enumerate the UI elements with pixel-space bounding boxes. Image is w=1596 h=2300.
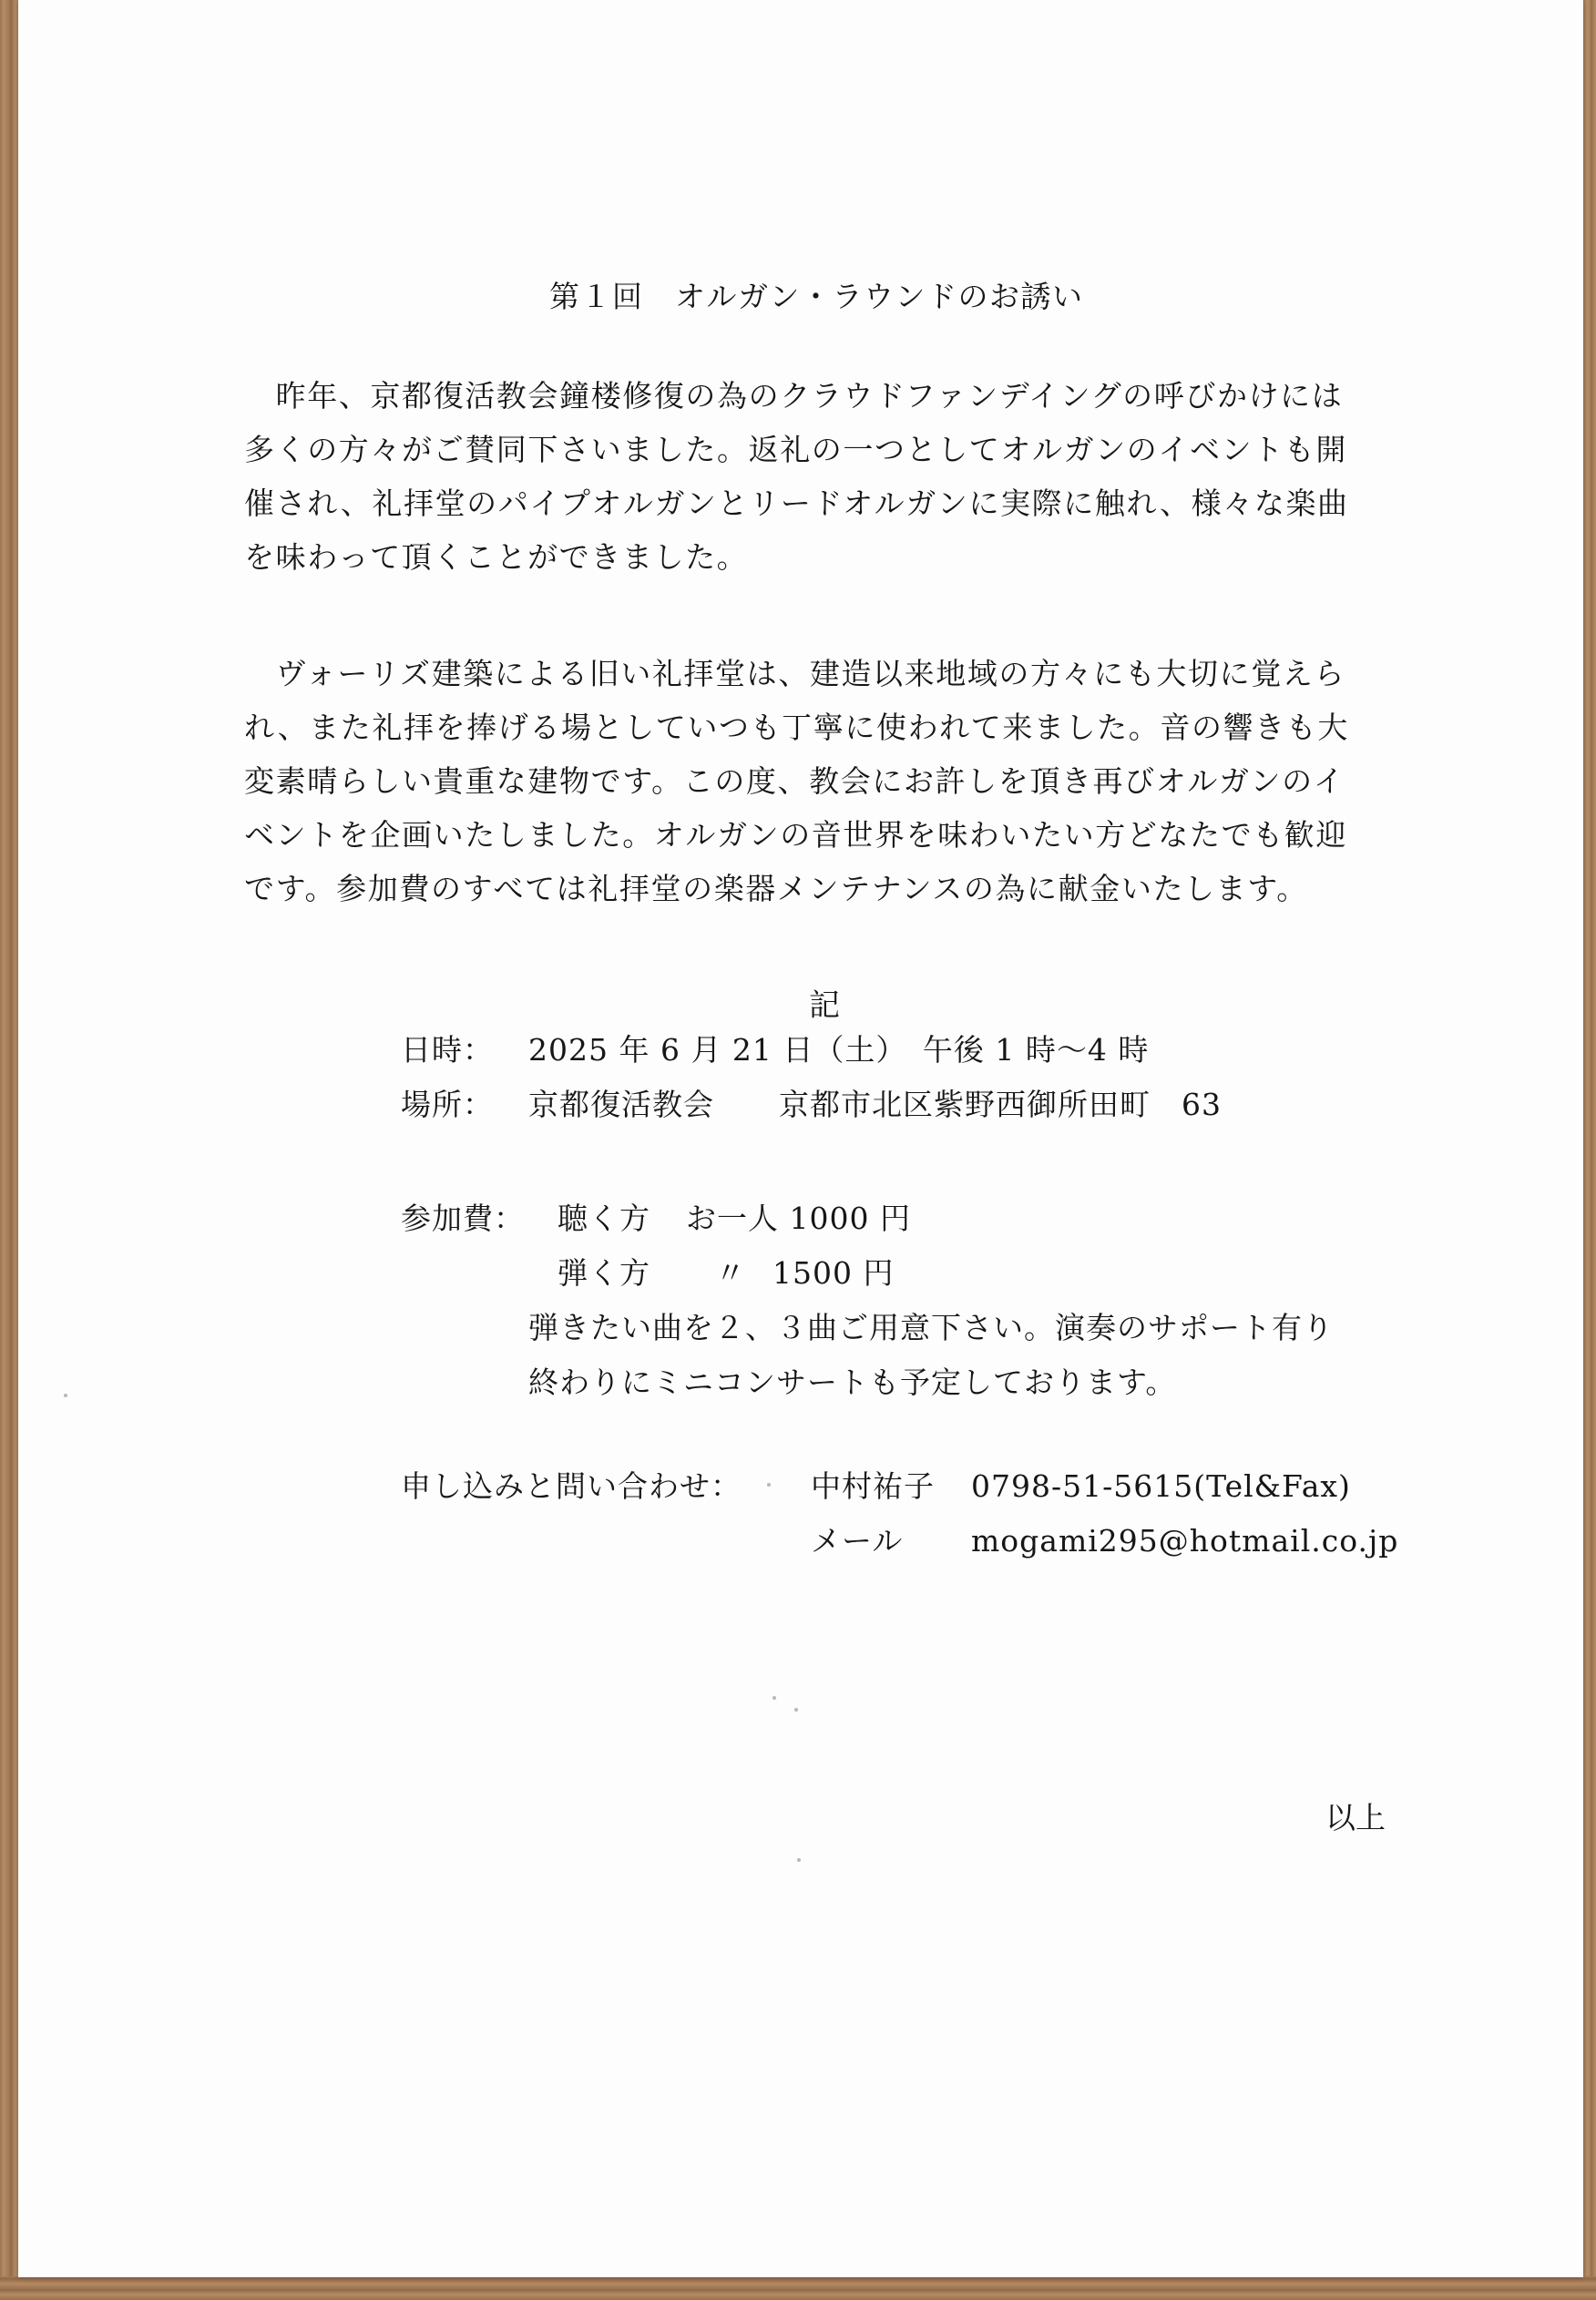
contact-label: 申し込みと問い合わせ： [401, 1468, 742, 1504]
contact-phone: 0798-51-5615(Tel&Fax) [971, 1468, 1351, 1504]
contact-mail: mogami295@hotmail.co.jp [971, 1523, 1399, 1559]
document-title: 第１回 オルガン・ラウンドのお誘い [549, 279, 1084, 314]
paragraph1-line: 多くの方々がご賛同下さいました。返礼の一つとしてオルガンのイベントも開 [244, 432, 1347, 467]
paper-speck [767, 1483, 771, 1487]
fee-play-label: 弾く方 [558, 1255, 650, 1291]
paragraph2-line: ヴォーリズ建築による旧い礼拝堂は、建造以来地域の方々にも大切に覚えら [244, 656, 1346, 691]
contact-name: 中村祐子 [811, 1468, 935, 1504]
paragraph2-line: れ、また礼拝を捧げる場としていつも丁寧に使われて来ました。音の響きも大 [244, 710, 1349, 745]
wood-background-right [1583, 0, 1596, 2300]
fee-listen-label: 聴く方 [558, 1201, 650, 1236]
paragraph2-line: ベントを企画いたしました。オルガンの音世界を味わいたい方どなたでも歓迎 [244, 817, 1347, 853]
paragraph2-line: です。参加費のすべては礼拝堂の楽器メンテナンスの為に献金いたします。 [244, 871, 1308, 906]
paragraph1-line: 昨年、京都復活教会鐘楼修復の為のクラウドファンデイングの呼びかけには [244, 378, 1344, 414]
fee-note-line: 弾きたい曲を２、３曲ご用意下さい。演奏のサポート有り [528, 1310, 1334, 1345]
paper-speck [64, 1394, 67, 1397]
fee-play-ditto: 〃 [715, 1255, 746, 1291]
place-address: 京都市北区紫野西御所田町 63 [779, 1087, 1222, 1122]
paper-sheet [18, 0, 1583, 2277]
fee-note-line: 終わりにミニコンサートも予定しております。 [528, 1365, 1177, 1400]
fee-label: 参加費： [401, 1201, 525, 1236]
paragraph2-line: 変素晴らしい貴重な建物です。この度、教会にお許しを頂き再びオルガンのイ [244, 763, 1345, 799]
ki-heading: 記 [809, 987, 840, 1024]
datetime-label: 日時： [401, 1032, 494, 1068]
paper-speck [797, 1858, 801, 1862]
place-label: 場所： [401, 1087, 494, 1122]
wood-background-bottom [0, 2276, 1596, 2300]
datetime-value: 2025 年 6 月 21 日（土） 午後 1 時〜4 時 [528, 1032, 1150, 1068]
paragraph1-line: を味わって頂くことができました。 [244, 539, 749, 575]
paper-speck [794, 1708, 798, 1712]
contact-mail-label: メール [811, 1523, 904, 1559]
place-name: 京都復活教会 [528, 1087, 714, 1122]
paragraph1-line: 催され、礼拝堂のパイプオルガンとリードオルガンに実際に触れ、様々な楽曲 [244, 486, 1349, 521]
fee-play-value: 1500 円 [772, 1255, 895, 1291]
fee-listen-value: お一人 1000 円 [686, 1201, 911, 1236]
closing-mark: 以上 [1325, 1800, 1386, 1835]
paper-speck [772, 1696, 776, 1700]
